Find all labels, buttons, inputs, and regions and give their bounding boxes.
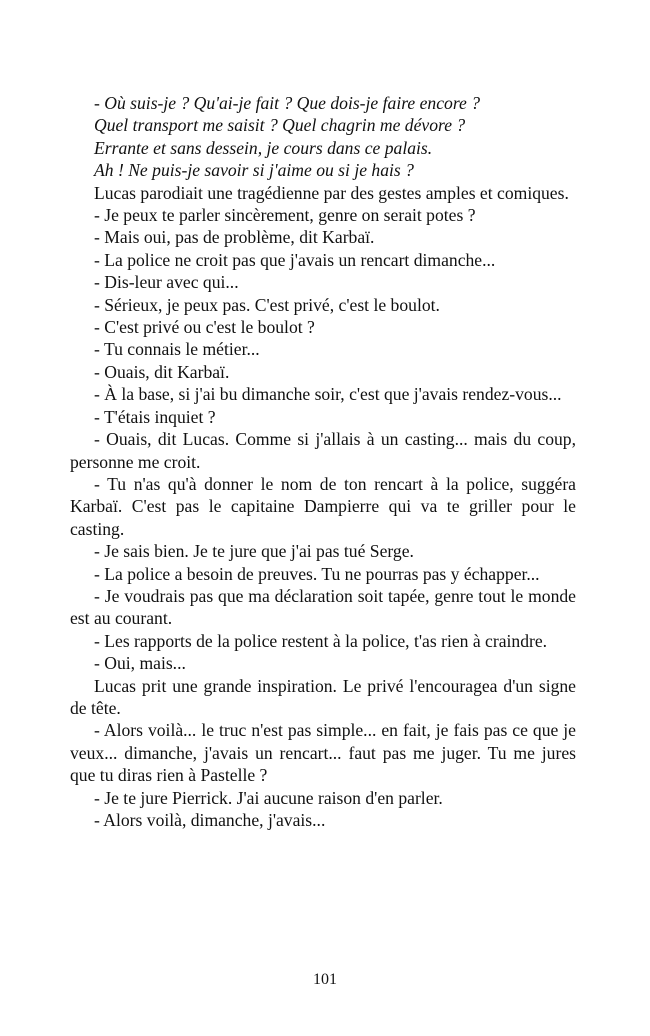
verse-line: - Où suis-je ? Qu'ai-je fait ? Que dois-je faire encore ? bbox=[94, 93, 481, 113]
paragraph: - Alors voilà, dimanche, j'avais... bbox=[94, 810, 326, 830]
paragraph: - Je te jure Pierrick. J'ai aucune raison d'en parler. bbox=[94, 787, 443, 808]
page-number: 101 bbox=[313, 971, 337, 988]
verse-line: Ah ! Ne puis-je savoir si j'aime ou si je hais ? bbox=[94, 160, 414, 181]
paragraph: - Ouais, dit Lucas. Comme si j'allais à un casting... mais du coup, personne me croit. bbox=[70, 429, 576, 472]
paragraph: - À la base, si j'ai bu dimanche soir, c'est que j'avais rendez-vous... bbox=[94, 384, 562, 405]
paragraph: Lucas prit une grande inspiration. Le privé l'encouragea d'un signe de tête. bbox=[70, 675, 576, 718]
verse-line: Quel transport me saisit ? Quel chagrin me dévore ? bbox=[94, 115, 466, 136]
paragraph: - Ouais, dit Karbaï. bbox=[94, 361, 230, 382]
paragraph: - C'est privé ou c'est le boulot ? bbox=[94, 317, 315, 338]
paragraph: - La police ne croit pas que j'avais un rencart dimanche... bbox=[94, 249, 496, 270]
paragraph: - T'étais inquiet ? bbox=[94, 406, 216, 427]
paragraph: - Oui, mais... bbox=[94, 653, 186, 674]
paragraph: - Mais oui, pas de problème, dit Karbaï. bbox=[94, 227, 375, 248]
paragraph: - Sérieux, je peux pas. C'est privé, c'est le boulot. bbox=[94, 294, 440, 315]
paragraph: - Les rapports de la police restent à la police, t'as rien à craindre. bbox=[94, 630, 548, 651]
paragraph: - Tu n'as qu'à donner le nom de ton rencart à la police, suggéra Karbaï. C'est pas le capitaine Dampierre qui va te griller pour le casting. bbox=[70, 473, 576, 539]
verse-line: Errante et sans dessein, je cours dans ce palais. bbox=[94, 137, 433, 158]
paragraph: - Je sais bien. Je te jure que j'ai pas tué Serge. bbox=[94, 541, 414, 562]
paragraph: - Je voudrais pas que ma déclaration soit tapée, genre tout le monde est au courant. bbox=[70, 585, 576, 629]
paragraph: - Tu connais le métier... bbox=[94, 339, 260, 360]
page-body bbox=[70, 92, 576, 831]
paragraph: - Je peux te parler sincèrement, genre on serait potes ? bbox=[94, 205, 476, 226]
paragraph: - Dis-leur avec qui... bbox=[94, 272, 239, 293]
paragraph: Lucas parodiait une tragédienne par des gestes amples et comiques. bbox=[94, 182, 569, 203]
paragraph: - La police a besoin de preuves. Tu ne pourras pas y échapper... bbox=[94, 563, 540, 584]
paragraph: - Alors voilà... le truc n'est pas simple... en fait, je fais pas ce que je veux... dimanche, j'avais un rencart... faut pas me juger. Tu me jures que tu diras rien à Pastelle ? bbox=[70, 720, 576, 786]
